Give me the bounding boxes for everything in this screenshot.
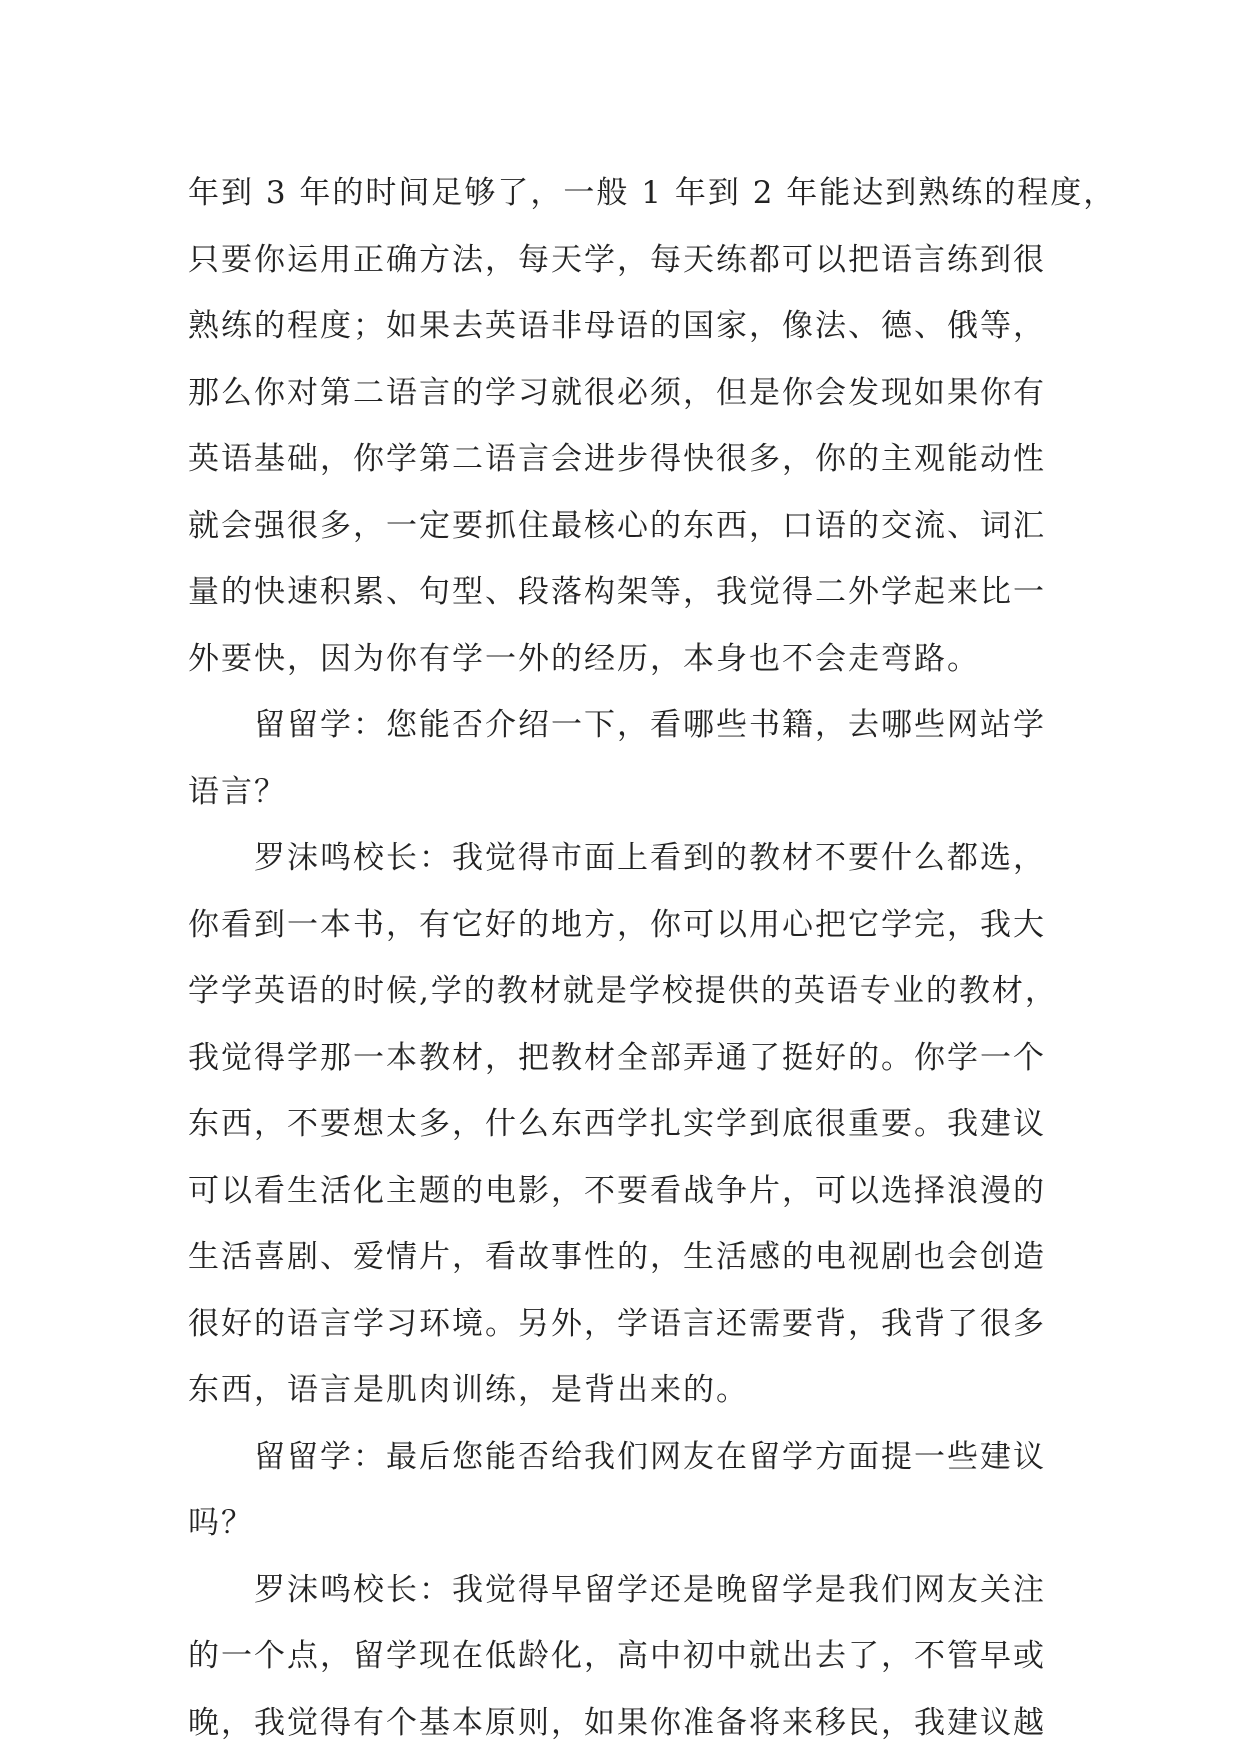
text-line: 年到 3 年的时间足够了，一般 1 年到 2 年能达到熟练的程度， xyxy=(188,160,1068,227)
text-line: 生活喜剧、爱情片，看故事性的，生活感的电视剧也会创造 xyxy=(188,1224,1068,1291)
text-line: 罗沫鸣校长：我觉得市面上看到的教材不要什么都选， xyxy=(188,825,1068,892)
text-line: 吗？ xyxy=(188,1490,1068,1557)
text-line: 你看到一本书，有它好的地方，你可以用心把它学完，我大 xyxy=(188,892,1068,959)
text-line: 留留学：您能否介绍一下，看哪些书籍，去哪些网站学 xyxy=(188,692,1068,759)
text-line: 罗沫鸣校长：我觉得早留学还是晚留学是我们网友关注 xyxy=(188,1557,1068,1624)
text-line: 英语基础，你学第二语言会进步得快很多，你的主观能动性 xyxy=(188,426,1068,493)
text-line: 很好的语言学习环境。另外，学语言还需要背，我背了很多 xyxy=(188,1291,1068,1358)
text-line: 就会强很多，一定要抓住最核心的东西，口语的交流、词汇 xyxy=(188,493,1068,560)
text-line: 外要快，因为你有学一外的经历，本身也不会走弯路。 xyxy=(188,626,1068,693)
text-line: 语言？ xyxy=(188,759,1068,826)
text-line: 学学英语的时候,学的教材就是学校提供的英语专业的教材， xyxy=(188,958,1068,1025)
text-line: 我觉得学那一本教材，把教材全部弄通了挺好的。你学一个 xyxy=(188,1025,1068,1092)
text-line: 可以看生活化主题的电影，不要看战争片，可以选择浪漫的 xyxy=(188,1158,1068,1225)
text-line: 的一个点，留学现在低龄化，高中初中就出去了，不管早或 xyxy=(188,1623,1068,1690)
text-line: 东西，不要想太多，什么东西学扎实学到底很重要。我建议 xyxy=(188,1091,1068,1158)
text-line: 东西，语言是肌肉训练，是背出来的。 xyxy=(188,1357,1068,1424)
body-text xyxy=(188,160,1068,1756)
text-line: 量的快速积累、句型、段落构架等，我觉得二外学起来比一 xyxy=(188,559,1068,626)
text-line: 熟练的程度；如果去英语非母语的国家，像法、德、俄等， xyxy=(188,293,1068,360)
text-line: 那么你对第二语言的学习就很必须，但是你会发现如果你有 xyxy=(188,360,1068,427)
text-line: 晚，我觉得有个基本原则，如果你准备将来移民，我建议越 xyxy=(188,1690,1068,1756)
text-line: 只要你运用正确方法，每天学，每天练都可以把语言练到很 xyxy=(188,227,1068,294)
text-line: 留留学：最后您能否给我们网友在留学方面提一些建议 xyxy=(188,1424,1068,1491)
